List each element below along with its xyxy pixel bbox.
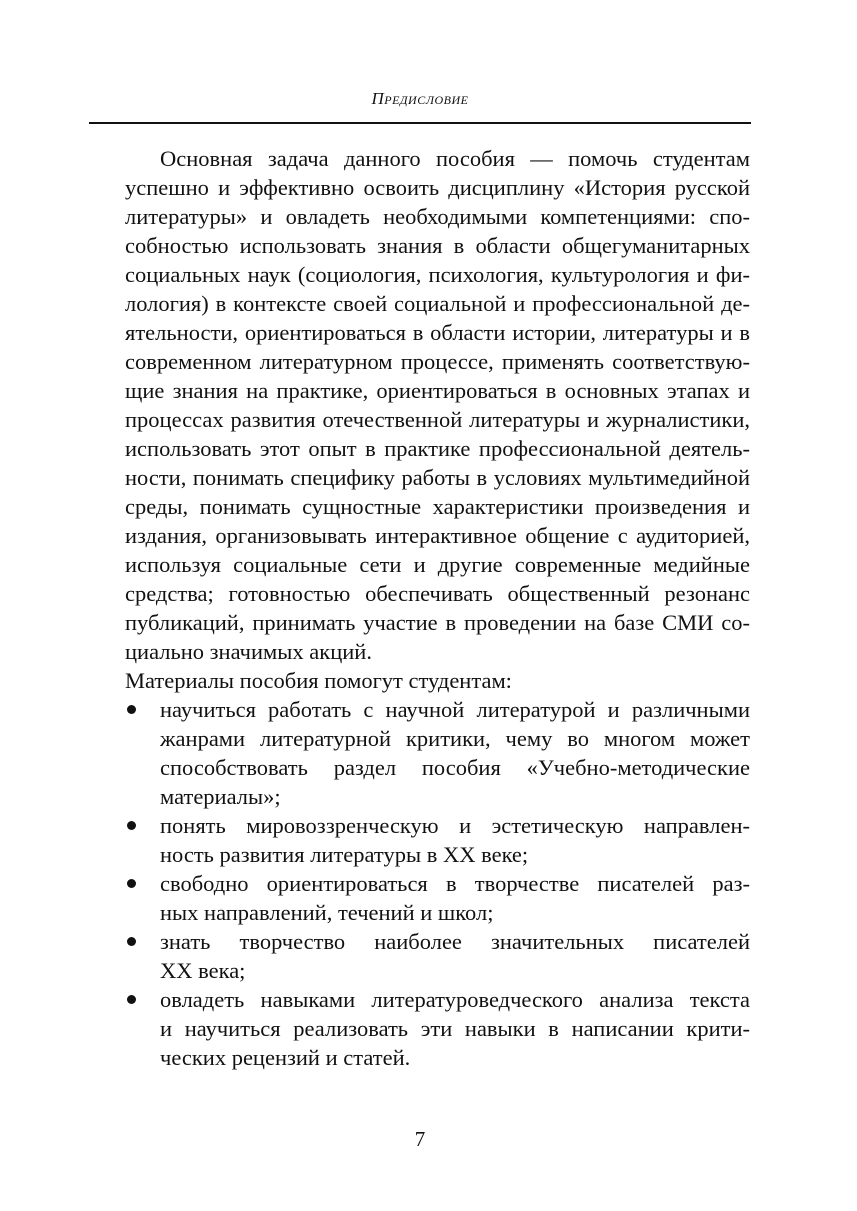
bullet-icon [127,879,136,888]
list-item-line: жанрами литературной критики, чему во многом может [160,726,750,751]
list-item-line: ческих рецензий и статей. [160,1045,411,1070]
paragraph-line: социальных наук (социология, психология, культурология и фи- [125,262,750,287]
paragraph-line: средства; готовностью обеспечивать общественный резонанс [125,581,750,606]
paragraph-line: среды, понимать сущностные характеристики произведения и [125,494,750,519]
paragraph-line: лология) в контексте своей социальной и профессиональной де- [125,291,750,316]
list-item-line: XX века; [160,958,246,983]
running-head: Предисловие [371,89,469,108]
list-item-line: свободно ориентироваться в творчестве писателей раз- [160,871,750,896]
list-item-line: знать творчество наиболее значительных писателей [160,929,750,954]
list-item-line: и научиться реализовать эти навыки в написании крити- [160,1016,750,1041]
bullet-icon [127,705,136,714]
bullet-list [90,695,750,1072]
list-item-line: ность развития литературы в XX веке; [160,842,529,867]
list-item-line: материалы»; [160,784,281,809]
paragraph-line: использовать этот опыт в практике профессиональной деятель- [125,436,750,461]
paragraph-line: литературы» и овладеть необходимыми компетенциями: спо- [125,204,750,229]
list-item-line: способствовать раздел пособия «Учебно-методические [160,755,750,780]
header-rule [89,122,751,124]
list-intro: Материалы пособия помогут студентам: [125,668,512,693]
paragraph-line: успешно и эффективно освоить дисциплину «История русской [125,175,750,200]
paragraph-line: используя социальные сети и другие современные медийные [125,552,750,577]
bullet-icon [127,937,136,946]
paragraph-line: ности, понимать специфику работы в условиях мультимедийной [125,465,750,490]
paragraph-line: публикаций, принимать участие в проведении на базе СМИ со- [125,610,750,635]
paragraph-line: циально значимых акций. [125,639,372,664]
paragraph-line: ятельности, ориентироваться в области истории, литературы и в [125,320,750,345]
list-item [90,811,750,869]
list-item [90,985,750,1072]
list-item [90,869,750,927]
list-item-line: овладеть навыками литературоведческого анализа текста [160,987,750,1012]
body-text [90,144,750,1072]
paragraph-line: щие знания на практике, ориентироваться в основных этапах и [125,378,750,403]
paragraph-line: издания, организовывать интерактивное общение с аудиторией, [125,523,750,548]
main-paragraph [90,144,750,666]
paragraph-line: собностью использовать знания в области общегуманитарных [125,233,750,258]
bullet-icon [127,821,136,830]
list-item-line: ных направлений, течений и школ; [160,900,494,925]
page-number: 7 [414,1127,426,1151]
list-item [90,695,750,811]
list-item-line: понять мировоззренческую и эстетическую направлен- [160,813,750,838]
paragraph-line: процессах развития отечественной литературы и журналистики, [125,407,750,432]
paragraph-line: Основная задача данного пособия — помочь студентам [160,146,750,171]
paragraph-line: современном литературном процессе, применять соответствую- [125,349,750,374]
bullet-icon [127,995,136,1004]
list-item-line: научиться работать с научной литературой и различными [160,697,750,722]
list-item [90,927,750,985]
